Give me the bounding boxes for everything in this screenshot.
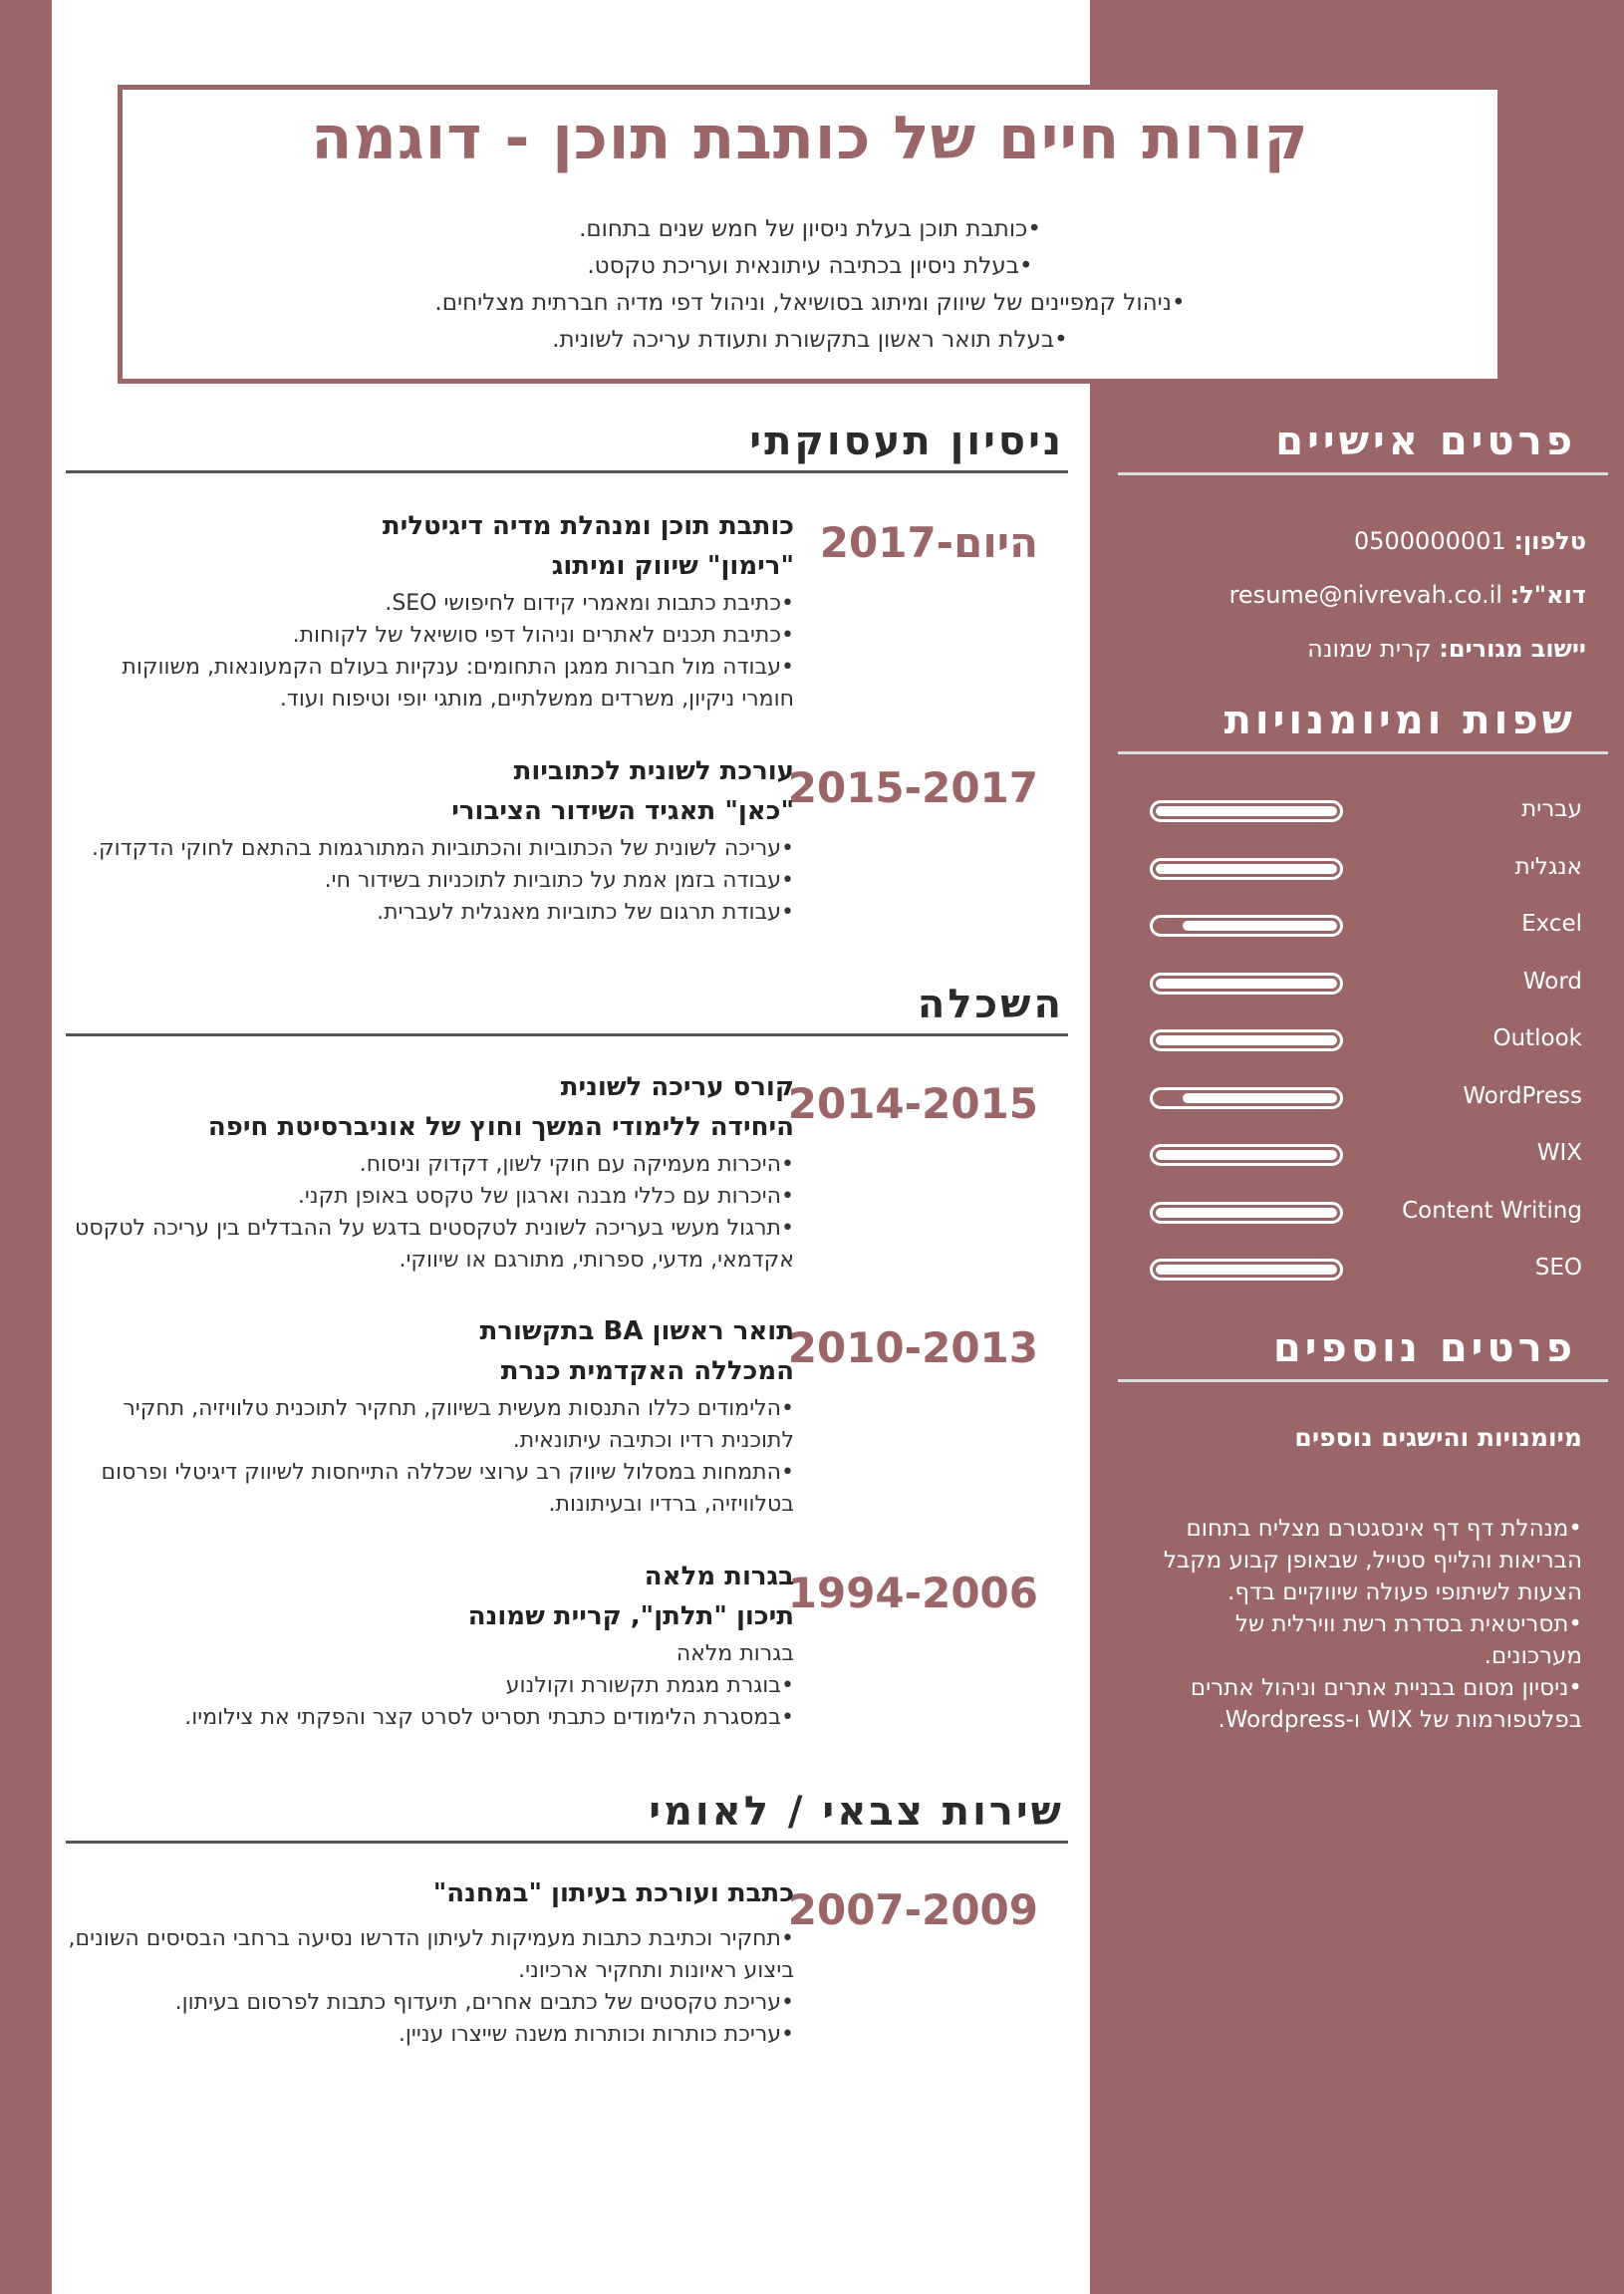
entry-role: כותבת תוכן ומנהלת מדיה דיגיטלית: [382, 511, 794, 541]
skill-level-fill: [1156, 1035, 1337, 1045]
entry-point: •עבודה בזמן אמת על כתוביות לתוכניות בשידור חי.: [324, 868, 794, 893]
section-heading-education: השכלה: [66, 982, 1068, 1036]
skill-name: WIX: [1536, 1140, 1582, 1166]
extra-item: •תסריטאית בסדרת רשת ווירלית של מערכונים.: [1234, 1611, 1582, 1669]
extra-subheading: מיומנויות והישגים נוספים: [1294, 1423, 1582, 1452]
skill-name: Word: [1522, 968, 1582, 995]
skill-row: [1144, 965, 1582, 1004]
extra-item: •מנהלת דף דף אינסגטרם מצליח בתחום הבריאות והלייף סטייל, שבאופן קבוע מקבל הצעות לשיתופי פעולה שיווקיים בדף.: [1163, 1516, 1582, 1605]
entry-point: •בוגרת מגמת תקשורת וקולנוע: [505, 1673, 794, 1698]
entry-point: •הלימודים כללו התנסות מעשית בשיווק, תחקיר לתוכנית טלוויזיה, תחקיר לתוכנית רדיו וכתיבה עיתונאית.: [123, 1396, 794, 1453]
section-heading-extra: פרטים נוספים: [1118, 1325, 1608, 1382]
skill-name: Excel: [1521, 911, 1582, 937]
summary-item: •כותבת תוכן בעלת ניסיון של חמש שנים בתחום.: [579, 216, 1041, 242]
entry-organization: המכללה האקדמית כנרת: [500, 1356, 794, 1386]
contact-email: [1229, 578, 1586, 612]
skill-row: [1144, 1021, 1582, 1061]
entry-date: 2007-2009: [787, 1885, 1038, 1934]
entry-point: •עבודה מול חברות ממגן התחומים: ענקיות בעולם הקמעונאות, משווקות חומרי ניקיון, משרדים ממשלתיים, מותגי יופי וטיפוח ועוד.: [122, 655, 794, 712]
entry-point: •תרגול מעשי בעריכה לשונית לטקסטים בדגש על ההבדלים בין עריכה לטקסט אקדמאי, מדעי, ספרותי, מתורגם או שיווקי.: [75, 1216, 794, 1273]
city-value: קרית שמונה: [1307, 635, 1432, 663]
summary-item: •בעלת ניסיון בכתיבה עיתונאית ועריכת טקסט.: [587, 253, 1033, 279]
skill-level-bar: [1150, 1144, 1343, 1166]
summary-list: [123, 211, 1497, 359]
entry-date: 2014-2015: [787, 1079, 1038, 1128]
section-heading-experience: ניסיון תעסוקתי: [66, 419, 1068, 473]
skill-level-bar: [1150, 915, 1343, 937]
entry-organization: תיכון "תלתן", קריית שמונה: [467, 1601, 794, 1631]
skill-level-bar: [1150, 973, 1343, 995]
entry-role: קורס עריכה לשונית: [560, 1072, 794, 1102]
phone-value: 0500000001: [1353, 527, 1506, 555]
entry-role: בגרות מלאה: [644, 1562, 794, 1591]
entry-organization: היחידה ללימודי המשך וחוץ של אוניברסיטת חיפה: [207, 1112, 794, 1142]
skill-level-fill: [1156, 1208, 1337, 1218]
phone-label: טלפון:: [1513, 527, 1586, 555]
entry-date: 1994-2006: [787, 1569, 1038, 1617]
entry-date: 2015-2017: [787, 763, 1038, 812]
summary-item: •ניהול קמפיינים של שיווק ומיתוג בסושיאל, וניהול דפי מדיה חברתית מצליחים.: [434, 290, 1186, 316]
entry-point: •כתיבת כתבות ומאמרי קידום לחיפושי SEO.: [385, 591, 794, 616]
skill-row: [1144, 1136, 1582, 1176]
skill-level-bar: [1150, 800, 1343, 822]
summary-item: •בעלת תואר ראשון בתקשורת ותעודת עריכה לשונית.: [552, 327, 1068, 353]
entry-point: •עריכה לשונית של הכתוביות והכתוביות המתורגמות בהתאם לחוקי הדקדוק.: [92, 836, 794, 861]
skill-name: Outlook: [1492, 1025, 1582, 1051]
entry-point: •היכרות מעמיקה עם חוקי לשון, דקדוק וניסוח.: [359, 1152, 794, 1177]
skill-name: עברית: [1521, 796, 1582, 822]
entry-point: •התמחות במסלול שיווק רב ערוצי שכללה התייחסות לשיווק דיגיטלי ופרסום בטלוויזיה, ברדיו ובעיתונות.: [101, 1460, 794, 1517]
email-value: resume@nivrevah.co.il: [1228, 581, 1502, 609]
entry-point: •עריכת כותרות וכותרות משנה שייצרו עניין.: [398, 2022, 794, 2047]
skill-level-fill: [1183, 1093, 1337, 1103]
skill-level-fill: [1156, 1265, 1337, 1275]
skill-name: אנגלית: [1514, 853, 1582, 880]
entry-organization: "כאן" תאגיד השידור הציבורי: [451, 796, 794, 826]
skill-level-fill: [1156, 806, 1337, 816]
entry-point: •תחקיר וכתיבת כתבות מעמיקות לעיתון הדרשו נסיעה ברחבי הבסיסים השונים, ביצוע ראיונות ותחקיר ארכיוני.: [68, 1926, 794, 1983]
skill-level-fill: [1183, 921, 1337, 931]
email-label: דוא"ל:: [1509, 581, 1586, 609]
entry-point: •היכרות עם כללי מבנה וארגון של טקסט באופן תקני.: [297, 1184, 794, 1209]
skill-row: [1144, 1251, 1582, 1290]
entry-date: 2017-היום: [819, 518, 1038, 567]
entry-point: •עריכת טקסטים של כתבים אחרים, תיעדוף כתבות לפרסום בעיתון.: [174, 1990, 794, 2015]
skill-row: [1144, 1079, 1582, 1119]
skill-row: [1144, 850, 1582, 890]
extra-list: [1134, 1513, 1582, 1736]
skill-level-bar: [1150, 1029, 1343, 1051]
extra-item: •ניסיון מסום בבניית אתרים וניהול אתרים בפלטפורמות של WIX ו-Wordpress.: [1190, 1675, 1582, 1733]
entry-date: 2010-2013: [787, 1323, 1038, 1372]
entry-role: תואר ראשון BA בתקשורת: [479, 1316, 794, 1346]
entry-role: עורכת לשונית לכתוביות: [513, 756, 794, 786]
skill-name: WordPress: [1463, 1082, 1582, 1109]
skill-level-fill: [1156, 1150, 1337, 1160]
entry-organization: "רימון" שיווק ומיתוג: [551, 551, 794, 581]
city-label: יישוב מגורים:: [1439, 635, 1586, 663]
section-heading-service: שירות צבאי / לאומי: [66, 1789, 1068, 1844]
entry-point: •עבודת תרגום של כתוביות מאנגלית לעברית.: [377, 900, 794, 925]
entry-point: •במסגרת הלימודים כתבתי תסריט לסרט קצר והפקתי את צילומיו.: [184, 1705, 794, 1730]
skill-row: [1144, 907, 1582, 947]
skill-row: [1144, 792, 1582, 832]
skill-level-fill: [1156, 864, 1337, 874]
contact-city: [1307, 632, 1586, 666]
entry-role: כתבת ועורכת בעיתון "במחנה": [432, 1878, 794, 1908]
skill-level-bar: [1150, 858, 1343, 880]
contact-phone: [1354, 524, 1586, 558]
left-accent-strip: [0, 0, 52, 2294]
section-heading-skills: שפות ומיומנויות: [1118, 698, 1608, 754]
skill-row: [1144, 1194, 1582, 1234]
skill-level-bar: [1150, 1259, 1343, 1281]
skill-level-fill: [1156, 979, 1337, 989]
skill-level-bar: [1150, 1087, 1343, 1109]
section-heading-personal: פרטים אישיים: [1118, 419, 1608, 475]
skill-level-bar: [1150, 1202, 1343, 1224]
skill-name: SEO: [1534, 1255, 1582, 1281]
page-title: קורות חיים של כותבת תוכן - דוגמה: [311, 104, 1309, 173]
entry-point: בגרות מלאה: [676, 1641, 794, 1666]
skill-name: Content Writing: [1402, 1197, 1582, 1224]
header-box: [118, 85, 1502, 384]
entry-point: •כתיבת תכנים לאתרים וניהול דפי סושיאל של לקוחות.: [292, 623, 794, 648]
